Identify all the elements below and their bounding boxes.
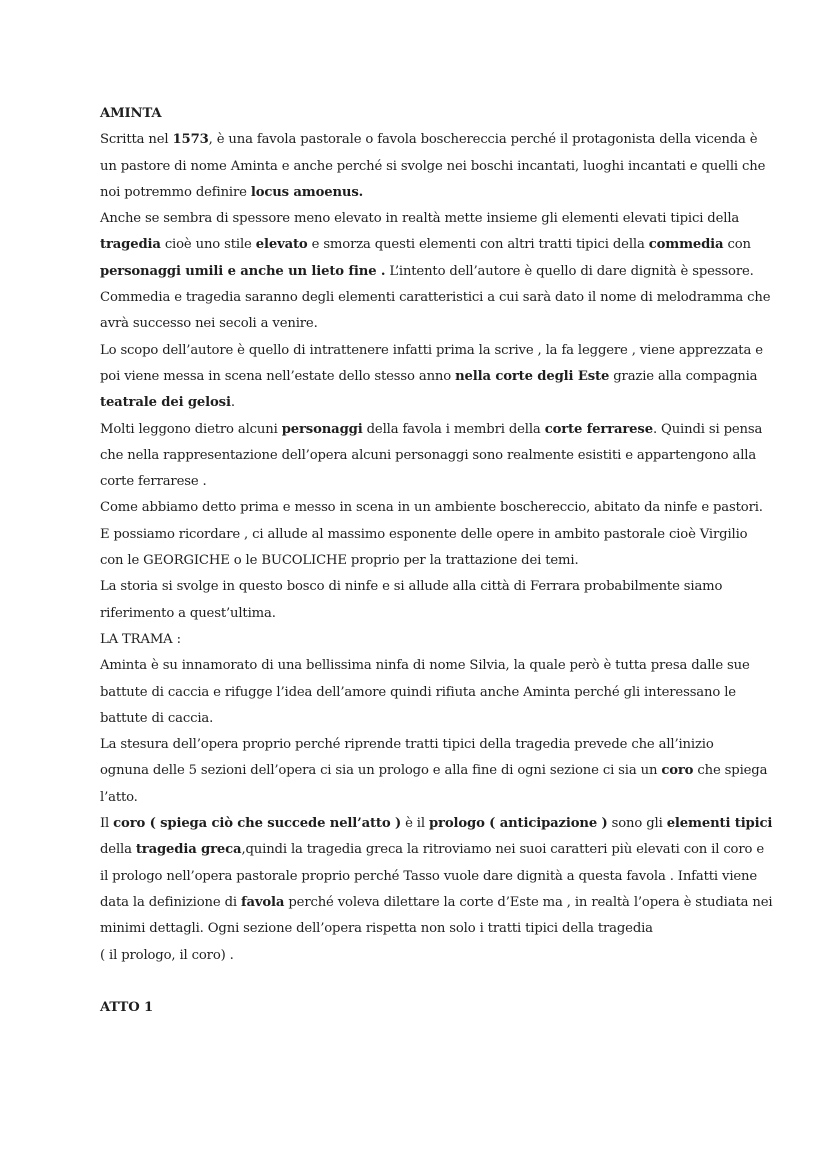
text-line	[100, 916, 768, 942]
text-run: LA TRAMA :	[100, 631, 181, 647]
text-run: è il	[401, 816, 429, 832]
text-line	[100, 785, 768, 811]
text-run: sono gli	[607, 816, 667, 832]
bold-text: prologo ( anticipazione )	[428, 816, 608, 832]
text-line	[100, 680, 768, 706]
text-run: Anche se sembra di spessore meno elevato in realtà mette insieme gli elementi elevati tipici della	[100, 211, 740, 227]
text-line	[100, 522, 768, 548]
text-line	[100, 758, 768, 784]
text-run: Il	[100, 816, 114, 832]
text-run: della	[100, 842, 136, 858]
text-line	[100, 601, 768, 627]
text-line	[100, 890, 773, 916]
text-line	[100, 653, 768, 679]
text-run: La storia si svolge in questo bosco di ninfe e si allude alla città di Ferrara probabilmente siamo	[100, 579, 723, 595]
text-run: Molti leggono dietro alcuni	[100, 421, 282, 437]
text-run: data la definizione di	[100, 894, 241, 910]
bold-text: personaggi umili e anche un lieto fine .	[100, 263, 386, 279]
bold-text: personaggi	[281, 421, 363, 437]
text-run: il prologo nell’opera pastorale proprio perché Tasso vuole dare dignità a questa favola . Infatti viene	[100, 868, 758, 884]
text-run: e smorza questi elementi con altri tratti tipici della	[307, 237, 649, 253]
text-run: avrà successo nei secoli a venire.	[100, 316, 318, 332]
text-run: Commedia e tragedia saranno degli elementi caratteristici a cui sarà dato il nome di melodramma che	[100, 290, 771, 306]
text-line	[100, 627, 768, 653]
text-run: cioè uno stile	[160, 237, 256, 253]
text-run: corte ferrarese .	[100, 474, 207, 490]
text-line	[100, 811, 773, 837]
text-run: . Quindi si pensa	[652, 421, 763, 437]
text-run: perché voleva dilettare la corte d’Este ma , in realtà l’opera è studiata nei	[284, 894, 773, 910]
document-title: AMINTA	[100, 106, 162, 121]
text-line	[100, 495, 768, 521]
text-line	[100, 548, 768, 574]
text-run: con	[723, 237, 751, 253]
text-run: ,quindi la tragedia greca la ritroviamo nei suoi caratteri più elevati con il coro e	[241, 842, 764, 858]
bold-text: 1573	[172, 132, 209, 148]
text-line	[100, 469, 768, 495]
text-run: L’intento dell’autore è quello di dare dignità è spessore.	[385, 263, 754, 279]
bold-text: coro	[661, 763, 694, 779]
bold-text: elevato	[255, 237, 308, 253]
text-run: battute di caccia e rifugge l’idea dell’amore quindi rifiuta anche Aminta perché gli interessano le	[100, 684, 736, 700]
text-run: grazie alla compagnia	[609, 368, 758, 384]
text-line	[100, 338, 768, 364]
text-line	[100, 127, 768, 153]
text-line	[100, 732, 768, 758]
text-run: Come abbiamo detto prima e messo in scena in un ambiente boschereccio, abitato da ninfe e pastori.	[100, 500, 763, 516]
text-line	[100, 706, 768, 732]
text-line	[100, 364, 768, 390]
bold-text: elementi tipici	[666, 816, 773, 832]
text-run: della favola i membri della	[362, 421, 545, 437]
text-run: che spiega	[693, 763, 768, 779]
text-run: Aminta è su innamorato di una bellissima ninfa di nome Silvia, la quale però è tutta presa dalle sue	[100, 658, 750, 674]
text-line	[100, 837, 768, 863]
text-line	[100, 390, 768, 416]
text-line	[100, 443, 768, 469]
text-run: l’atto.	[100, 789, 138, 805]
text-run: minimi dettagli. Ogni sezione dell’opera rispetta non solo i tratti tipici della tragedia	[100, 921, 653, 937]
text-line	[100, 417, 768, 443]
text-run: .	[230, 395, 235, 411]
bold-text: favola	[240, 894, 285, 910]
text-line	[100, 285, 771, 311]
text-line	[100, 206, 768, 232]
bold-text: coro ( spiega ciò che succede nell’atto )	[113, 816, 402, 832]
text-line	[100, 180, 768, 206]
text-run: E possiamo ricordare , ci allude al massimo esponente delle opere in ambito pastorale cioè Virgilio	[100, 526, 748, 542]
bold-text: teatrale dei gelosi	[100, 395, 231, 411]
text-run: un pastore di nome Aminta e anche perché si svolge nei boschi incantati, luoghi incantati e quelli che	[100, 158, 766, 174]
text-run: riferimento a quest’ultima.	[100, 605, 276, 621]
text-run: ognuna delle 5 sezioni dell’opera ci sia un prologo e alla fine di ogni sezione ci sia un	[100, 763, 662, 779]
bold-text: locus amoenus.	[250, 184, 364, 200]
text-run: Lo scopo dell’autore è quello di intrattenere infatti prima la scrive , la fa leggere , viene apprezzata e	[100, 342, 763, 358]
bold-text: corte ferrarese	[544, 421, 653, 437]
text-run: con le GEORGICHE o le BUCOLICHE proprio per la trattazione dei temi.	[100, 553, 579, 569]
bold-text: commedia	[648, 237, 724, 253]
text-line	[100, 154, 768, 180]
text-run: poi viene messa in scena nell’estate dello stesso anno	[100, 368, 456, 384]
text-run: ( il prologo, il coro) .	[100, 947, 234, 963]
text-run: La stesura dell’opera proprio perché riprende tratti tipici della tragedia prevede che all’inizio	[100, 737, 714, 753]
text-line	[100, 232, 768, 258]
paragraph-gap	[100, 969, 768, 995]
bold-text: tragedia	[100, 237, 161, 253]
text-line	[100, 943, 768, 969]
text-run: battute di caccia.	[100, 710, 214, 726]
text-run: che nella rappresentazione dell’opera alcuni personaggi sono realmente esistiti e appartengono alla	[100, 447, 757, 463]
text-line	[100, 574, 768, 600]
document-body	[100, 127, 773, 969]
text-run: noi potremmo definire	[100, 184, 251, 200]
text-line	[100, 864, 768, 890]
text-line	[100, 311, 768, 337]
text-run: Scritta nel	[100, 132, 173, 148]
bold-text: nella corte degli Este	[455, 368, 610, 384]
bold-text: tragedia greca	[135, 842, 242, 858]
section-heading: ATTO 1	[100, 999, 154, 1015]
text-run: , è una favola pastorale o favola boschereccia perché il protagonista della vicenda è	[208, 132, 758, 148]
text-line	[100, 259, 768, 285]
